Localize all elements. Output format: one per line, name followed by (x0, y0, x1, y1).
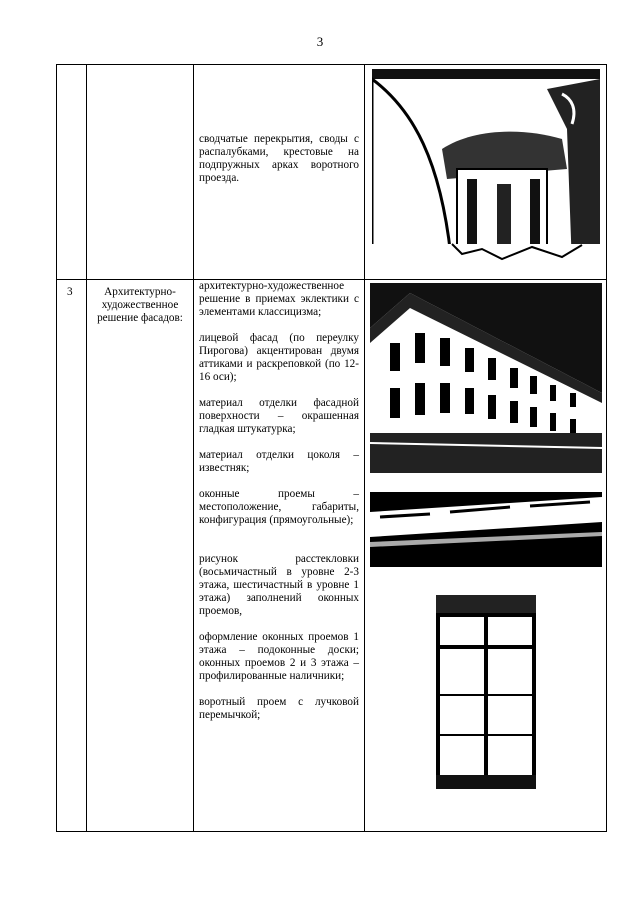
row-description (194, 65, 365, 280)
table-row (57, 65, 607, 280)
description-paragraph: сводчатые перекрытия, своды с распалубками, крестовые на подпружных арках воротного проезда. (199, 133, 359, 184)
row-number (57, 65, 87, 280)
description-paragraph: материал отделки цоколя – известняк; (199, 449, 359, 474)
description-paragraph: оформление оконных проемов 1 этажа – подоконные доски; оконных проемов 2 и 3 этажа – профилированные наличники; (199, 631, 359, 682)
row-number: 3 (57, 280, 87, 832)
description-paragraph: оконные проемы – местоположение, габариты, конфигурация (прямоугольные); (199, 488, 359, 526)
page-number: 3 (316, 34, 324, 49)
description-paragraph: архитектурно-художественное решение в приемах эклектики с элементами классицизма; (199, 280, 359, 318)
description-paragraph: рисунок расстекловки (восьмичастный в уровне 2-3 этажа, шестичастный в уровне 1 этажа) заполнений оконных проемов, (199, 553, 359, 617)
facade-photo (370, 283, 602, 473)
table-row (57, 280, 607, 832)
description-paragraph: воротный проем с лучковой перемычкой; (199, 696, 359, 721)
row-name (87, 65, 194, 280)
window-photo (436, 595, 536, 795)
photo-cell (365, 280, 607, 832)
row-description (194, 280, 365, 832)
photo-cell (365, 65, 607, 280)
specification-table (56, 64, 607, 832)
wall-detail-photo (370, 492, 602, 567)
vault-interior-photo (372, 69, 600, 267)
description-paragraph: лицевой фасад (по переулку Пирогова) акцентирован двумя аттиками и раскреповкой (по 12-16 оси); (199, 332, 359, 383)
description-paragraph: материал отделки фасадной поверхности – окрашенная гладкая штукатурка; (199, 397, 359, 435)
row-name: Архитектурно-художественное решение фасадов: (87, 280, 194, 832)
